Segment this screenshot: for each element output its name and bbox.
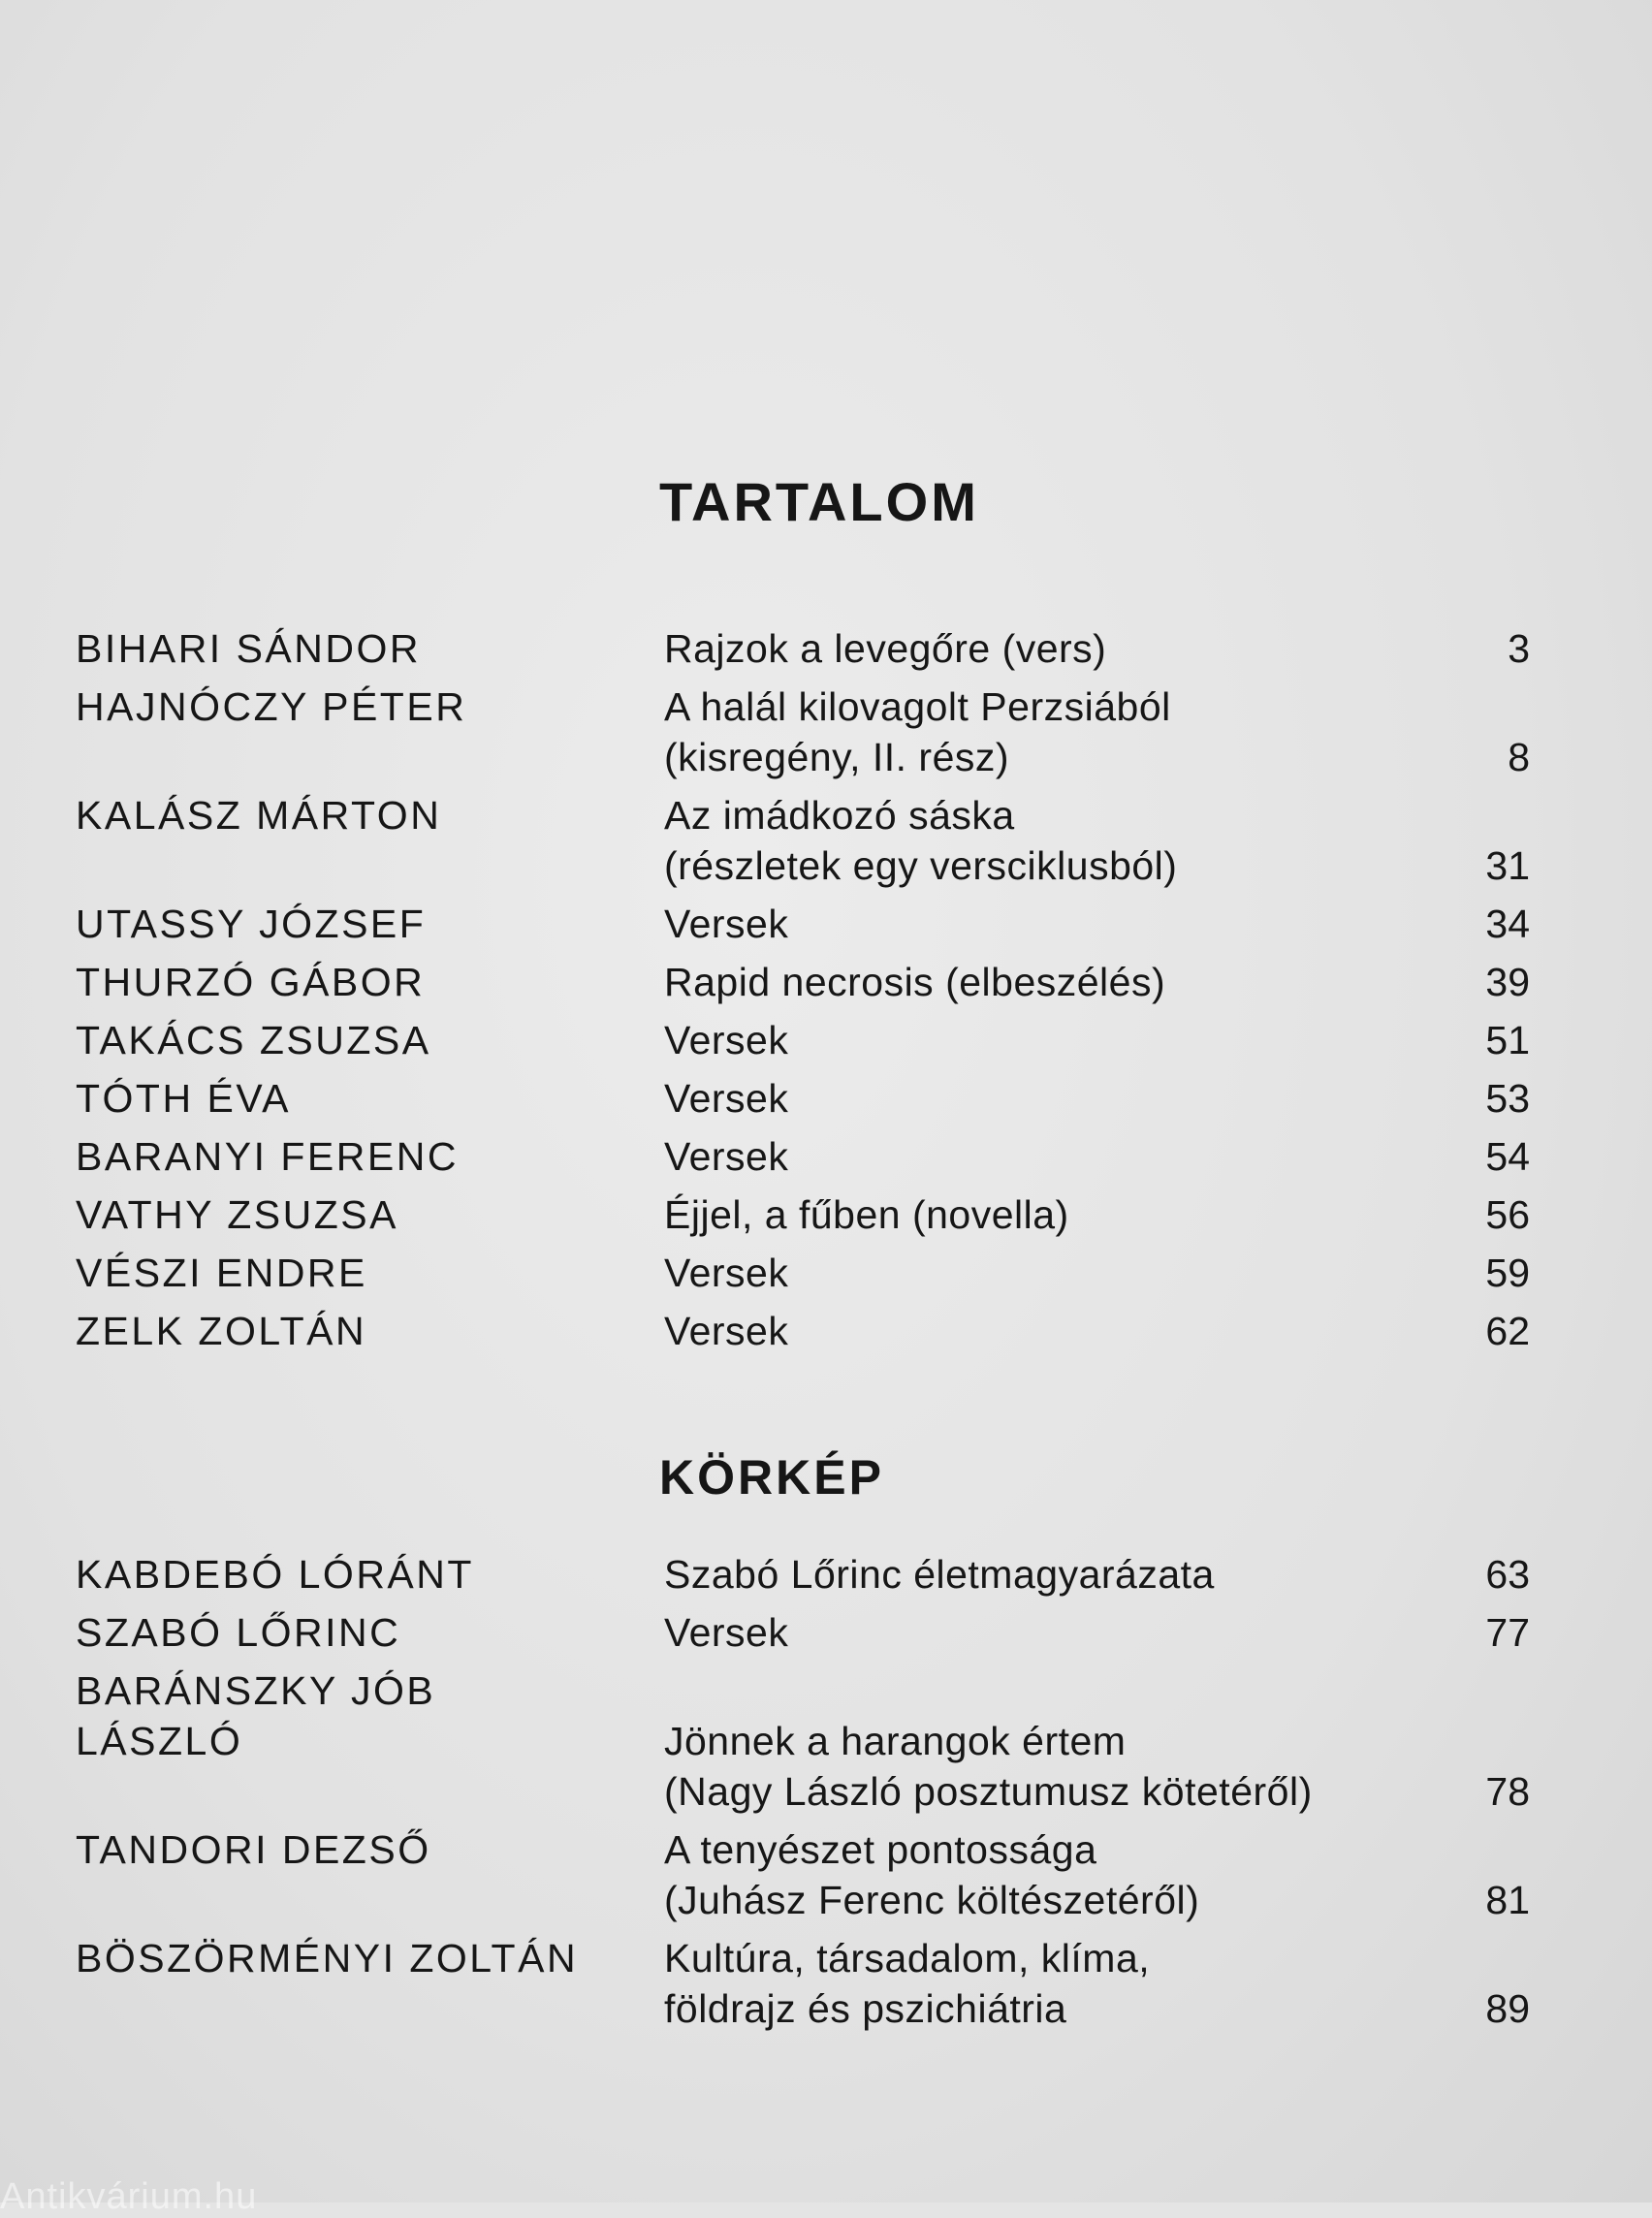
entry-page-number: 56 <box>1485 1192 1530 1237</box>
entry-page-number: 59 <box>1485 1251 1530 1295</box>
toc-entry <box>76 1248 1530 1298</box>
toc-entry <box>76 899 1530 949</box>
entry-author: TÓTH ÉVA <box>76 1076 291 1121</box>
korkep-entry <box>76 1824 1530 1925</box>
korkep-entry <box>76 1933 1530 2034</box>
toc-entry <box>76 1131 1530 1182</box>
entry-page-number: 34 <box>1485 902 1530 946</box>
entry-title: Versek <box>664 1251 789 1295</box>
toc-entry <box>76 1189 1530 1240</box>
entry-author: BIHARI SÁNDOR <box>76 626 421 671</box>
entry-page-number: 3 <box>1508 626 1530 671</box>
toc-entry <box>76 1073 1530 1124</box>
entry-title: Versek <box>664 1610 789 1655</box>
entry-title: Jönnek a harangok értem (Nagy László posztumusz kötetéről) <box>664 1719 1313 1814</box>
entry-title: Éjjel, a fűben (novella) <box>664 1192 1069 1237</box>
entry-author: UTASSY JÓZSEF <box>76 902 427 946</box>
entry-title: Versek <box>664 1076 789 1121</box>
entry-author: KALÁSZ MÁRTON <box>76 793 442 838</box>
entry-page-number: 81 <box>1485 1878 1530 1922</box>
korkep-entry <box>76 1549 1530 1600</box>
entry-page-number: 39 <box>1485 960 1530 1004</box>
entry-page-number: 63 <box>1485 1552 1530 1597</box>
entry-title: Kultúra, társadalom, klíma, földrajz és pszichiátria <box>664 1936 1151 2031</box>
entry-title: Versek <box>664 1134 789 1179</box>
toc-list <box>76 623 1530 1364</box>
entry-title: Rajzok a levegőre (vers) <box>664 626 1107 671</box>
entry-title: A tenyészet pontossága (Juhász Ferenc költészetéről) <box>664 1827 1200 1922</box>
entry-author: BÖSZÖRMÉNYI ZOLTÁN <box>76 1936 579 1980</box>
entry-title: Szabó Lőrinc életmagyarázata <box>664 1552 1215 1597</box>
entry-title: Versek <box>664 1309 789 1353</box>
entry-author: SZABÓ LŐRINC <box>76 1610 401 1655</box>
entry-author: VÉSZI ENDRE <box>76 1251 367 1295</box>
entry-page-number: 78 <box>1485 1769 1530 1814</box>
toc-entry <box>76 681 1530 782</box>
entry-page-number: 31 <box>1485 843 1530 888</box>
entry-title: Az imádkozó sáska (részletek egy versciklusból) <box>664 793 1178 888</box>
korkep-entry <box>76 1665 1530 1817</box>
entry-page-number: 89 <box>1485 1986 1530 2031</box>
entry-author: KABDEBÓ LÓRÁNT <box>76 1552 474 1597</box>
entry-page-number: 77 <box>1485 1610 1530 1655</box>
entry-page-number: 54 <box>1485 1134 1530 1179</box>
entry-page-number: 51 <box>1485 1018 1530 1062</box>
toc-entry <box>76 957 1530 1007</box>
entry-author: TANDORI DEZSŐ <box>76 1827 431 1872</box>
entry-author: BARÁNSZKY JÓB LÁSZLÓ <box>76 1668 436 1763</box>
toc-entry <box>76 1306 1530 1356</box>
entry-title: Rapid necrosis (elbeszélés) <box>664 960 1166 1004</box>
toc-heading: TARTALOM <box>659 471 979 532</box>
entry-author: ZELK ZOLTÁN <box>76 1309 367 1353</box>
korkep-heading: KÖRKÉP <box>659 1450 884 1505</box>
korkep-entry <box>76 1607 1530 1658</box>
entry-page-number: 53 <box>1485 1076 1530 1121</box>
entry-author: BARANYI FERENC <box>76 1134 459 1179</box>
entry-page-number: 8 <box>1508 735 1530 779</box>
watermark: Antikvárium.hu <box>0 2176 258 2217</box>
toc-entry <box>76 623 1530 674</box>
entry-author: THURZÓ GÁBOR <box>76 960 426 1004</box>
toc-entry <box>76 1015 1530 1065</box>
toc-entry <box>76 790 1530 891</box>
entry-author: VATHY ZSUZSA <box>76 1192 398 1237</box>
entry-author: HAJNÓCZY PÉTER <box>76 684 467 729</box>
entry-title: A halál kilovagolt Perzsiából (kisregény, II. rész) <box>664 684 1171 779</box>
entry-title: Versek <box>664 1018 789 1062</box>
korkep-list <box>76 1549 1530 2042</box>
entry-author: TAKÁCS ZSUZSA <box>76 1018 431 1062</box>
entry-page-number: 62 <box>1485 1309 1530 1353</box>
entry-title: Versek <box>664 902 789 946</box>
